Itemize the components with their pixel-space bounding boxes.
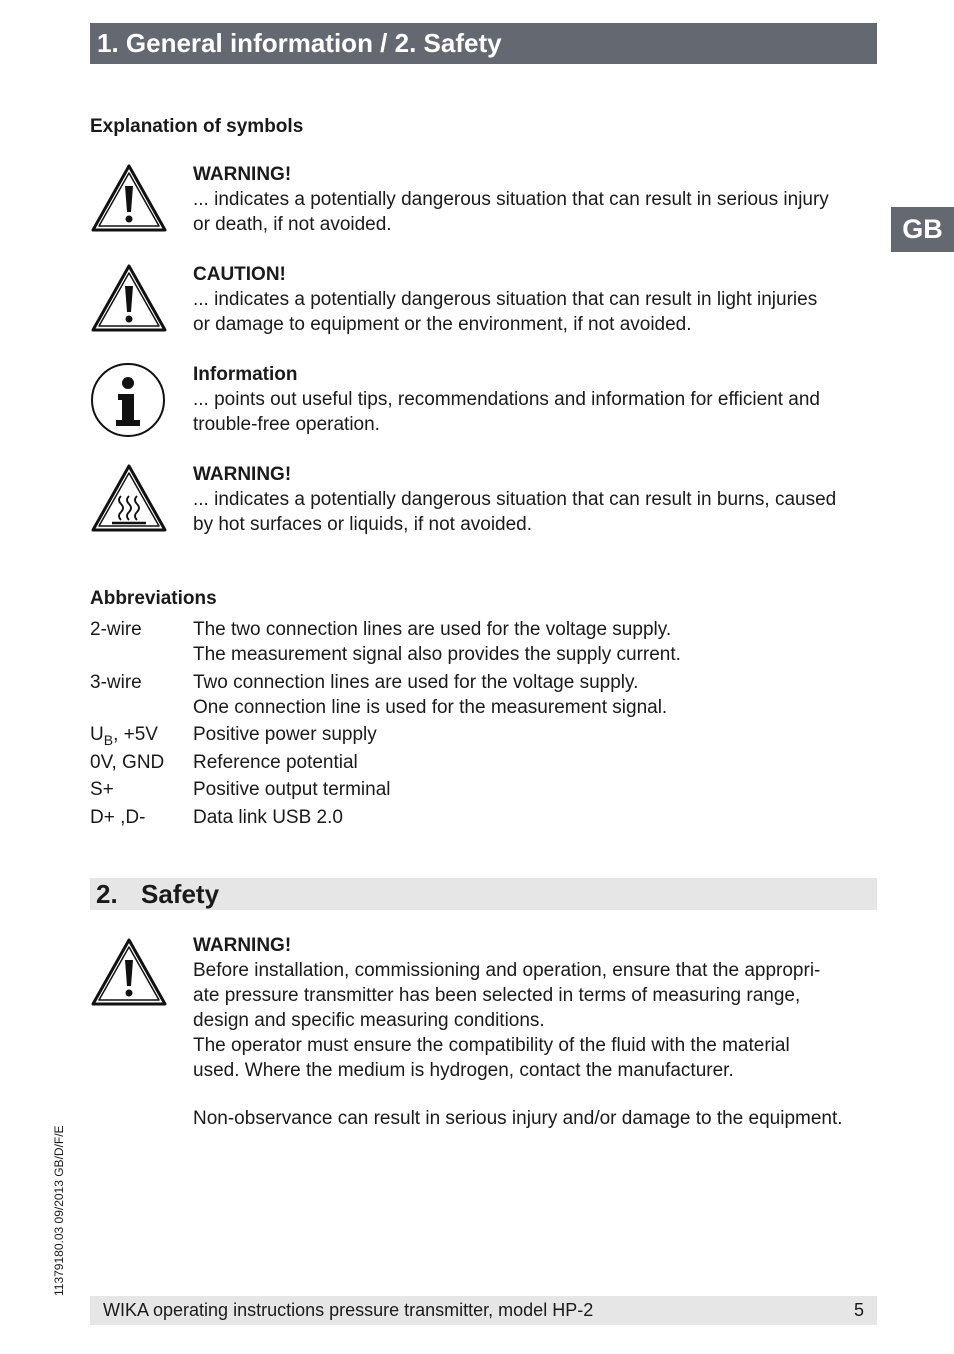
safety-line: The operator must ensure the compatibility of the fluid with the material [193,1035,790,1056]
abbreviation-term: D+ ,D- [90,807,146,828]
abbreviation-term: 2-wire [90,619,142,640]
symbol-warning [90,162,890,242]
footer-text: WIKA operating instructions pressure transmitter, model HP-2 [103,1300,594,1320]
symbol-title: WARNING! [193,464,292,485]
section-number: 2. [96,879,118,909]
document-code: 11379180.03 09/2013 GB/D/F/E [52,1125,66,1296]
hot-surface-warning-icon [90,462,168,532]
safety-line: used. Where the medium is hydrogen, contact the manufacturer. [193,1060,734,1081]
abbreviation-definition: One connection line is used for the measurement signal. [193,697,668,718]
abbreviation-definition: The two connection lines are used for the voltage supply. [193,619,672,640]
warning-triangle-icon [90,936,168,1006]
safety-line: design and specific measuring conditions. [193,1010,545,1031]
abbreviation-definition: Positive output terminal [193,779,391,800]
safety-line: Before installation, commissioning and operation, ensure that the appropri- [193,960,821,981]
symbol-desc-line: or death, if not avoided. [193,214,392,235]
abbreviation-definition: The measurement signal also provides the supply current. [193,644,681,665]
symbol-desc-line: or damage to equipment or the environment, if not avoided. [193,314,692,335]
symbol-desc-line: by hot surfaces or liquids, if not avoided. [193,514,533,535]
safety-warning-title: WARNING! [193,935,292,956]
abbreviation-term: 3-wire [90,672,142,693]
language-tab-gb: GB [891,207,954,252]
symbol-desc-line: ... indicates a potentially dangerous situation that can result in light injuries [193,289,818,310]
abbreviation-term: S+ [90,779,114,800]
symbol-title: Information [193,364,298,385]
safety-section-heading [90,878,877,910]
safety-closing-line: Non-observance can result in serious injury and/or damage to the equipment. [193,1108,843,1129]
symbols-heading: Explanation of symbols [90,116,304,137]
page-number: 5 [853,1300,864,1320]
symbol-desc-line: ... indicates a potentially dangerous situation that can result in serious injury [193,189,829,210]
abbreviation-definition: Two connection lines are used for the voltage supply. [193,672,639,693]
symbol-title: CAUTION! [193,264,286,285]
symbol-desc-line: ... indicates a potentially dangerous situation that can result in burns, caused [193,489,837,510]
page-header: 1. General information / 2. Safety [90,23,877,64]
abbreviation-term: 0V, GND [90,752,165,773]
abbreviation-definition: Positive power supply [193,724,377,745]
symbol-caution [90,262,890,342]
symbol-hot-surface [90,462,890,542]
abbreviation-definition: Reference potential [193,752,358,773]
abbreviation-definition: Data link USB 2.0 [193,807,343,828]
symbol-desc-line: ... points out useful tips, recommendations and information for efficient and [193,389,820,410]
symbol-title: WARNING! [193,164,292,185]
symbol-information [90,362,890,442]
information-icon [90,362,168,440]
abbreviations-heading: Abbreviations [90,588,217,609]
caution-triangle-icon [90,262,168,332]
warning-triangle-icon [90,162,168,232]
symbol-desc-line: trouble-free operation. [193,414,380,435]
page-footer [90,1296,877,1325]
abbreviation-term: $U_B$, +5V [90,724,158,748]
section-title: Safety [141,879,220,909]
safety-warning-text [193,933,893,1131]
safety-line: ate pressure transmitter has been selected in terms of measuring range, [193,985,801,1006]
